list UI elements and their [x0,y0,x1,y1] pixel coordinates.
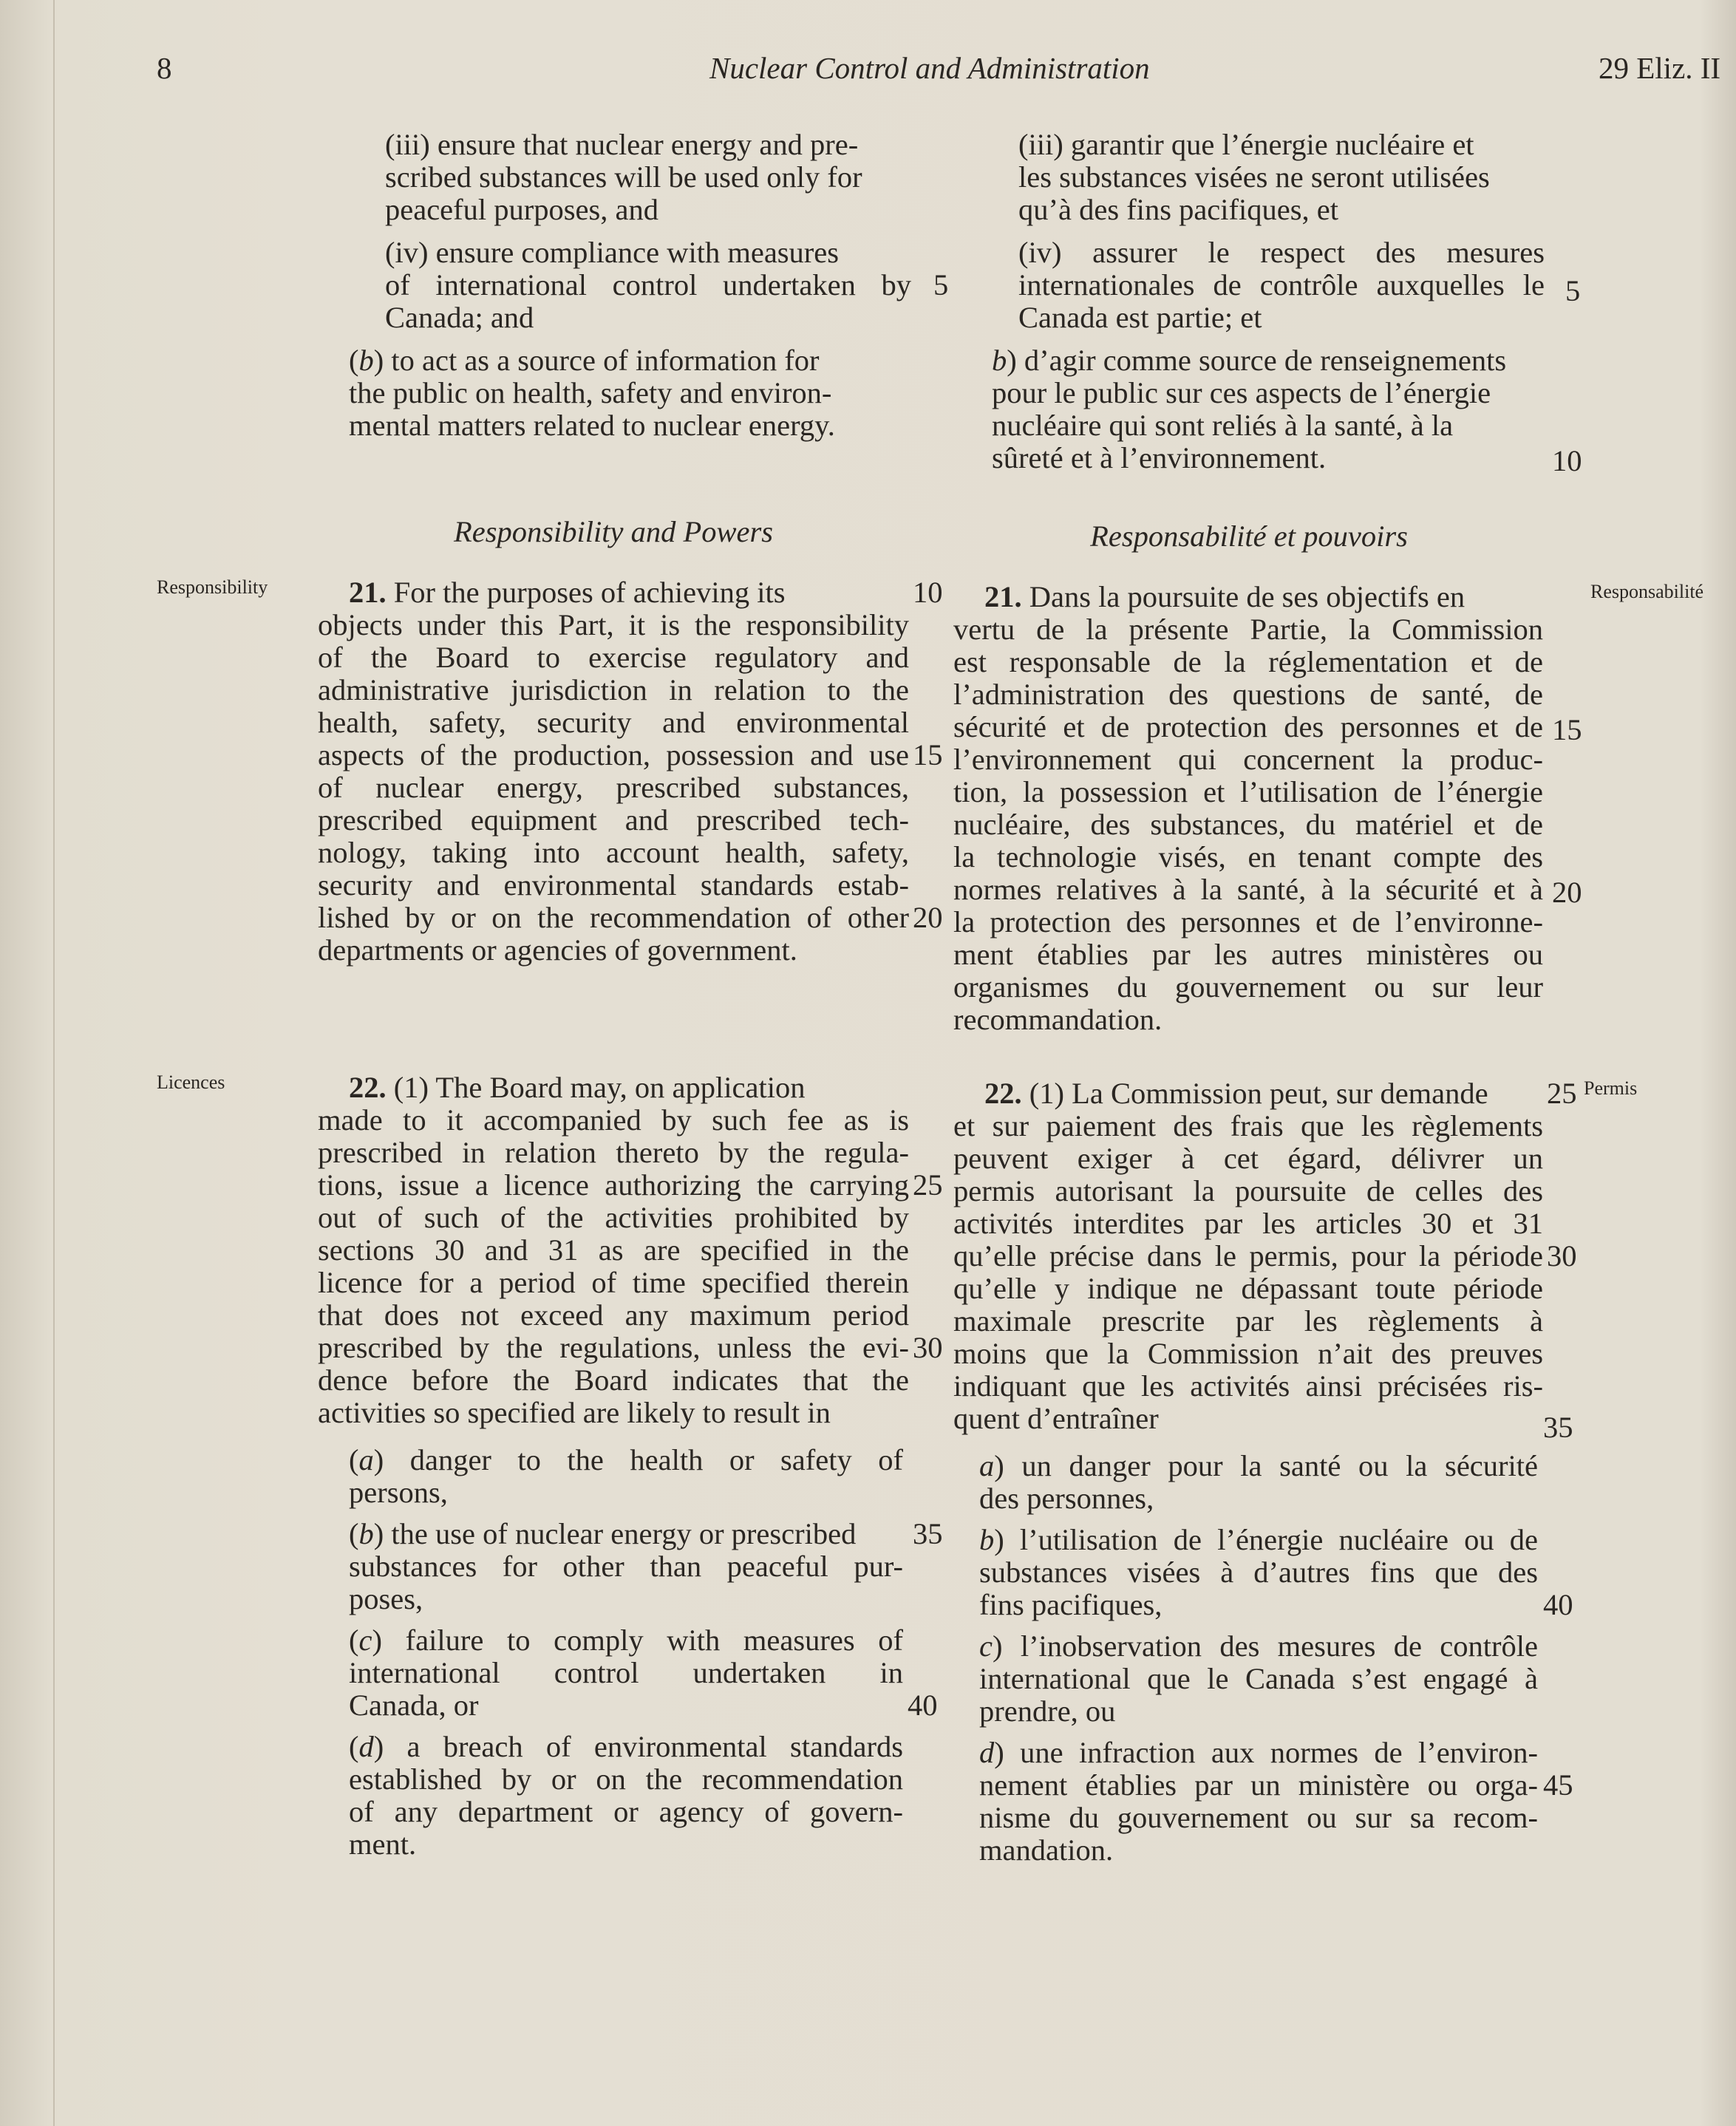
en-line: licence for a period of time specified therein [318,1266,909,1299]
en-line: danger to the health or safety of [409,1443,903,1476]
line-number: 5 [933,268,949,301]
line-number: 30 [1547,1239,1577,1272]
en-line: security and environmental standards estab- [318,868,909,902]
line-number: 15 [1552,713,1582,746]
line-number: 20 [1552,876,1582,909]
en-line: departments or agencies of government. [318,933,797,967]
fr-line: fins pacifiques, [979,1588,1163,1621]
line-number: 15 [913,738,943,771]
fr-line: tion, la possession et l’utilisation de l’énergie [953,775,1543,808]
fr-line: peuvent exiger à cet égard, délivrer un [953,1142,1543,1175]
en-line: mental matters related to nuclear energy. [349,409,835,442]
fr-line: la technologie visés, en tenant compte des [953,840,1543,873]
fr-line: est responsable de la réglementation et de [953,645,1543,678]
en-line: of international control undertaken by [385,268,911,301]
line-number: 35 [1543,1411,1573,1444]
en-line: the public on health, safety and environ- [349,376,832,409]
en-line: prescribed in relation thereto by the regula- [318,1136,909,1169]
fr-line: qu’à des fins pacifiques, et [1018,193,1338,226]
en-line: For the purposes of achieving its [393,576,786,609]
en-paragraph-b2: (b) the use of nuclear energy or prescribed [349,1517,857,1550]
margin-note-permis: Permis [1584,1077,1638,1099]
line-number: 25 [913,1168,943,1202]
en-line: of the Board to exercise regulatory and [318,641,909,674]
margin-note-responsabilite: Responsabilité [1590,581,1704,602]
en-line: dence before the Board indicates that the [318,1363,909,1397]
en-line: that does not exceed any maximum period [318,1298,909,1332]
regnal-year: 29 Eliz. II [1599,51,1721,85]
en-line: failure to comply with measures of [405,1624,903,1657]
paragraph-letter: c [358,1624,372,1657]
page-number: 8 [157,51,172,85]
fr-section-22-first-line [984,1079,1488,1109]
en-line: aspects of the production, possession and use [318,738,909,771]
fr-line: Canada est partie; et [1018,301,1262,334]
fr-line: quent d’entraîner [953,1402,1159,1435]
fr-line: prendre, ou [979,1694,1116,1728]
en-line: international control undertaken in [349,1656,903,1689]
fr-line: pour le public sur ces aspects de l’énergie [992,376,1491,409]
fr-line: nucléaire qui sont reliés à la santé, à la [992,409,1454,442]
fr-line: normes relatives à la santé, à la sécurité et à [953,873,1543,906]
fr-line: organismes du gouvernement ou sur leur [953,970,1543,1004]
line-number: 20 [913,901,943,934]
line-number: 30 [913,1331,943,1364]
paragraph-letter: a [358,1443,374,1476]
fr-line: ment établies par les autres ministères ou [953,938,1543,971]
en-line: lished by or on the recommendation of other [318,901,909,934]
fr-line: l’inobservation des mesures de contrôle [1020,1629,1538,1663]
en-line: prescribed by the regulations, unless the evi- [318,1331,909,1364]
en-paragraph-d: (d) a breach of environmental standards [349,1730,903,1763]
line-number: 45 [1543,1768,1573,1802]
en-paragraph-c: (c) failure to comply with measures of [349,1624,903,1657]
fr-line: qu’elle y indique ne dépassant toute période [953,1272,1543,1305]
line-number: 25 [1547,1077,1577,1110]
section-number: 22. [984,1077,1022,1110]
fr-line: (iv) assurer le respect des mesures [1018,236,1545,269]
running-title: Nuclear Control and Administration [709,51,1150,85]
fr-line: qu’elle précise dans le permis, pour la période [953,1239,1543,1272]
en-line: out of such of the activities prohibited by [318,1201,909,1234]
en-section-21-first-line [349,578,786,608]
fr-section-21-first-line [984,582,1465,613]
en-line: tions, issue a licence authorizing the carrying [318,1168,909,1202]
fr-line: l’utilisation de l’énergie nucléaire ou de [1019,1523,1538,1556]
paragraph-letter: b [358,1517,374,1550]
en-line: a breach of environmental standards [406,1730,903,1763]
en-line: peaceful purposes, and [385,193,658,226]
line-number: 5 [1565,274,1581,307]
page-edge-line [53,0,55,2126]
fr-line: mandation. [979,1833,1114,1867]
fr-line: des personnes, [979,1482,1154,1515]
en-section-22-first-line [349,1073,805,1103]
margin-note-responsibility: Responsibility [157,576,268,598]
en-line: Canada, or [349,1689,479,1722]
en-line: Canada; and [385,301,534,334]
en-line: of nuclear energy, prescribed substances, [318,771,909,804]
fr-paragraph-c: c) l’inobservation des mesures de contrôle [979,1629,1538,1663]
section-number: 21. [349,576,387,609]
paragraph-letter: b [358,344,374,377]
fr-line: nucléaire, des substances, du matériel et de [953,808,1543,841]
en-line: made to it accompanied by such fee as is [318,1103,909,1137]
en-line: (1) The Board may, on application [393,1071,806,1104]
section-number: 21. [984,580,1022,613]
en-line: nology, taking into account health, safety, [318,836,909,869]
en-line: of any department or agency of govern- [349,1795,903,1828]
en-paragraph-a: (a) danger to the health or safety of [349,1443,903,1476]
line-number: 10 [1552,444,1582,477]
en-line: to act as a source of information for [391,344,820,377]
fr-line: substances visées à d’autres fins que des [979,1556,1538,1589]
fr-line: nisme du gouvernement ou sur sa recom- [979,1801,1538,1834]
en-line: sections 30 and 31 as are specified in the [318,1233,909,1267]
fr-line: sûreté et à l’environnement. [992,441,1327,474]
fr-line: internationales de contrôle auxquelles le [1018,268,1545,301]
line-number: 10 [913,576,943,609]
fr-line: la protection des personnes et de l’environne- [953,905,1543,938]
en-paragraph-b: (b) to act as a source of information for [349,344,820,377]
fr-line: Dans la poursuite de ses objectifs en [1029,580,1466,613]
fr-line: un danger pour la santé ou la sécurité [1021,1449,1538,1482]
fr-line: activités interdites par les articles 30 et 31 [953,1207,1543,1240]
margin-note-licences: Licences [157,1071,225,1093]
en-line: poses, [349,1582,423,1615]
fr-line: les substances visées ne seront utilisées [1018,160,1490,194]
paragraph-letter: b [979,1523,995,1556]
fr-line: recommandation. [953,1003,1163,1036]
en-line: activities so specified are likely to result in [318,1396,831,1429]
fr-line: maximale prescrite par les règlements à [953,1304,1543,1338]
fr-line: indiquant que les activités ainsi précisées ris- [953,1369,1543,1403]
line-number: 40 [908,1689,938,1722]
fr-line: l’environnement qui concernent la produc- [953,743,1543,776]
fr-line: permis autorisant la poursuite de celles des [953,1174,1543,1207]
en-section-heading: Responsibility and Powers [454,515,773,548]
fr-line: et sur paiement des frais que les règlements [953,1109,1543,1142]
fr-paragraph-d: d) une infraction aux normes de l’environ- [979,1736,1538,1769]
fr-line: l’administration des questions de santé, de [953,678,1543,711]
paragraph-letter: c [979,1629,993,1663]
paragraph-letter: d [979,1736,995,1769]
fr-line: sécurité et de protection des personnes et de [953,710,1543,743]
fr-line: moins que la Commission n’ait des preuves [953,1337,1543,1370]
fr-section-heading: Responsabilité et pouvoirs [1090,519,1408,553]
en-line: prescribed equipment and prescribed tech- [318,803,909,837]
fr-line: (1) La Commission peut, sur demande [1029,1077,1488,1110]
en-line: ment. [349,1827,417,1861]
fr-line: une infraction aux normes de l’environ- [1020,1736,1538,1769]
fr-line: d’agir comme source de renseignements [1024,344,1507,377]
paragraph-letter: d [358,1730,374,1763]
en-line: administrative jurisdiction in relation to the [318,673,909,706]
en-line: (iii) ensure that nuclear energy and pre- [385,128,859,161]
en-line: substances for other than peaceful pur- [349,1550,903,1583]
en-line: the use of nuclear energy or prescribed [391,1517,857,1550]
paragraph-letter: b [992,344,1007,377]
line-number: 35 [913,1517,943,1550]
en-line: health, safety, security and environmental [318,706,909,739]
en-line: persons, [349,1476,448,1509]
fr-line: international que le Canada s’est engagé à [979,1662,1538,1695]
fr-paragraph-b: b) d’agir comme source de renseignements [992,344,1507,377]
en-line: objects under this Part, it is the responsibility [318,608,909,641]
fr-paragraph-a: a) un danger pour la santé ou la sécurité [979,1449,1538,1482]
fr-line: vertu de la présente Partie, la Commission [953,613,1543,646]
fr-line: (iii) garantir que l’énergie nucléaire et [1018,128,1474,161]
section-number: 22. [349,1071,387,1104]
en-line: established by or on the recommendation [349,1762,903,1796]
paragraph-letter: a [979,1449,995,1482]
en-line: (iv) ensure compliance with measures [385,236,840,269]
fr-line: nement établies par un ministère ou orga- [979,1768,1538,1802]
en-line: scribed substances will be used only for [385,160,862,194]
fr-paragraph-b2: b) l’utilisation de l’énergie nucléaire ou de [979,1523,1538,1556]
line-number: 40 [1543,1588,1573,1621]
